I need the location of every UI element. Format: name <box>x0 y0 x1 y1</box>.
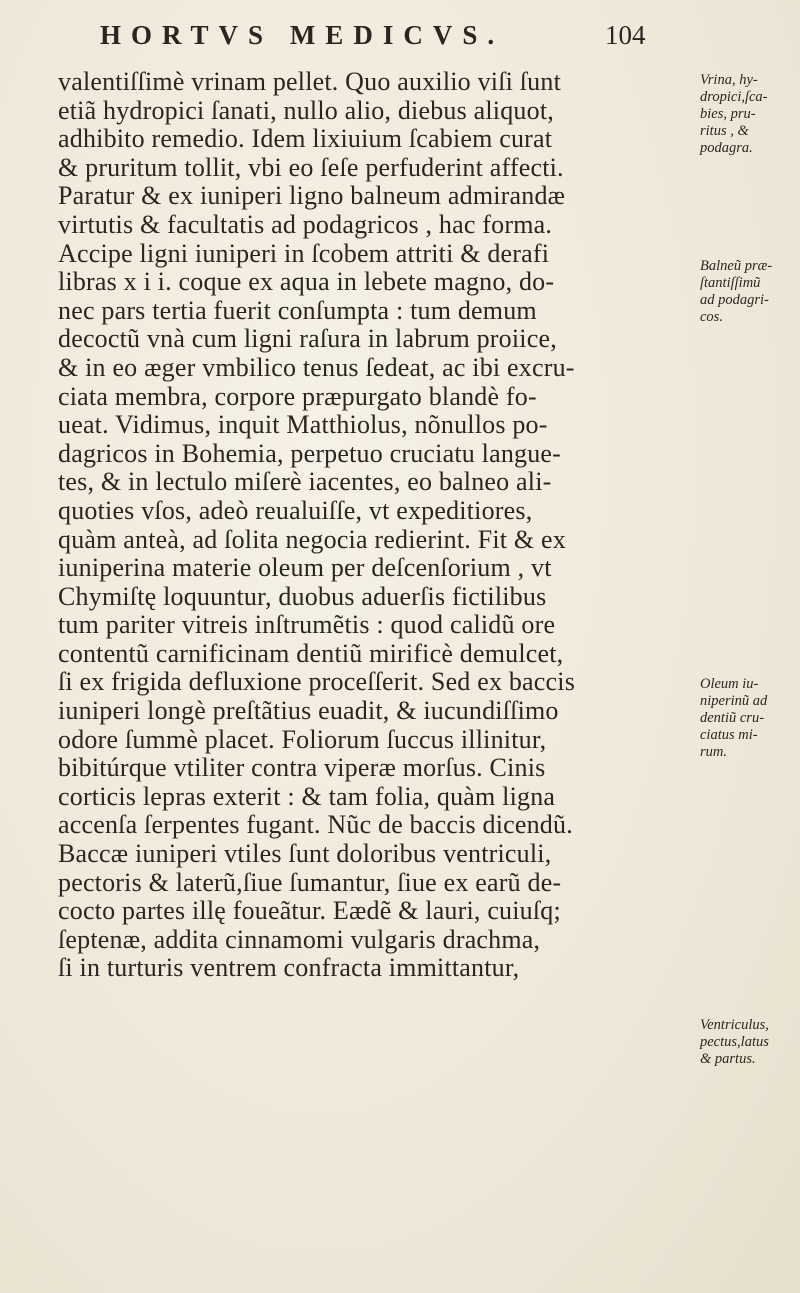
text-line: tes, & in lectulo miſerè iacentes, eo balneo ali- <box>58 467 552 497</box>
text-line: quoties vſos, adeò reualuiſſe, vt expeditiores, <box>58 495 533 525</box>
margin-note-oil <box>700 676 792 761</box>
text-line: corticis lepras exterit : & tam folia, quàm ligna <box>58 781 556 811</box>
text-line: odore ſummè placet. Foliorum ſuccus illinitur, <box>58 724 547 754</box>
text-line: & pruritum tollit, vbi eo ſeſe perfuderint affecti. <box>58 152 564 182</box>
text-line: ueat. Vidimus, inquit Matthiolus, nõnullos po- <box>58 410 548 440</box>
margin-note-line: cos. <box>700 309 723 325</box>
margin-note-line: pectus,latus <box>700 1034 769 1050</box>
text-line: libras x i i. coque ex aqua in lebete magno, do- <box>58 267 555 297</box>
margin-note-line: rum. <box>700 744 727 760</box>
text-line: bibitúrque vtiliter contra viperæ morſus. Cinis <box>58 753 546 783</box>
text-line: valentiſſimè vrinam pellet. Quo auxilio viſi ſunt <box>58 67 561 96</box>
text-line: decoctũ vnà cum ligni raſura in labrum proiice, <box>58 324 557 354</box>
margin-note-bath <box>700 258 792 326</box>
text-line: accenſa ſerpentes fugant. Nũc de baccis dicendũ. <box>58 810 573 840</box>
text-line: quàm anteà, ad ſolita negocia redierint. Fit & ex <box>58 524 566 554</box>
text-line: tum pariter vitreis inſtrumẽtis : quod calidũ ore <box>58 610 556 640</box>
text-line: etiã hydropici ſanati, nullo alio, diebus aliquot, <box>58 95 554 125</box>
text-line: iuniperi longè preſtãtius euadit, & iucundiſſimo <box>58 696 559 726</box>
text-line: Accipe ligni iuniperi in ſcobem attriti & derafi <box>58 238 550 268</box>
margin-note-line: ad podagri- <box>700 292 769 308</box>
text-line: ſi in turturis ventrem confracta immittantur, <box>58 953 520 983</box>
margin-note-line: Balneũ præ- <box>700 258 773 274</box>
text-line: ſi ex frigida defluxione proceſſerit. Sed ex baccis <box>58 667 576 697</box>
text-line: Paratur & ex iuniperi ligno balneum admirandæ <box>58 181 566 211</box>
text-line: virtutis & facultatis ad podagricos , hac forma. <box>58 209 553 239</box>
text-line: adhibito remedio. Idem lixiuium ſcabiem curat <box>58 124 553 154</box>
margin-note-urine <box>700 72 792 157</box>
text-line: Chymiſtę loquuntur, duobus aduerſis fictilibus <box>58 581 547 611</box>
text-line: ſeptenæ, addita cinnamomi vulgaris drachma, <box>58 924 541 954</box>
margin-note-stomach <box>700 1017 792 1068</box>
margin-note-line: ritus , & <box>700 123 749 139</box>
margin-note-line: ciatus mi- <box>700 727 758 743</box>
text-line: Baccæ iuniperi vtiles ſunt doloribus ventriculi, <box>58 839 552 869</box>
text-line: iuniperina materie oleum per deſcenſorium , vt <box>58 553 552 583</box>
margin-note-line: podagra. <box>700 140 753 156</box>
text-line: nec pars tertia fuerit conſumpta : tum demum <box>58 295 537 325</box>
margin-note-line: Oleum iu- <box>700 676 759 692</box>
main-text-block <box>58 68 688 983</box>
margin-note-line: dentiũ cru- <box>700 710 765 726</box>
margin-note-line: Ventriculus, <box>700 1017 769 1033</box>
margin-note-line: Vrina, hy- <box>700 72 758 88</box>
margin-note-line: niperinũ ad <box>700 693 768 709</box>
text-line: dagricos in Bohemia, perpetuo cruciatu langue- <box>58 438 562 468</box>
margin-note-line: & partus. <box>700 1051 756 1067</box>
text-line: & in eo æger vmbilico tenus ſedeat, ac ibi excru- <box>58 352 575 382</box>
text-line: pectoris & laterũ,ſiue ſumantur, ſiue ex earũ de- <box>58 867 562 897</box>
margin-note-line: dropici,ſca- <box>700 89 768 105</box>
margin-note-line: ſtantiſſimũ <box>700 275 761 291</box>
running-title: HORTVS MEDICVS. <box>100 20 505 50</box>
text-line: cocto partes illę foueãtur. Eædẽ & lauri, cuiuſq; <box>58 896 561 926</box>
text-line: ciata membra, corpore præpurgato blandè fo- <box>58 381 537 411</box>
text-line: contentũ carnificinam dentiũ mirificè demulcet, <box>58 638 564 668</box>
page-header <box>100 20 660 60</box>
page-number: 104 <box>605 20 646 50</box>
margin-note-line: bies, pru- <box>700 106 756 122</box>
